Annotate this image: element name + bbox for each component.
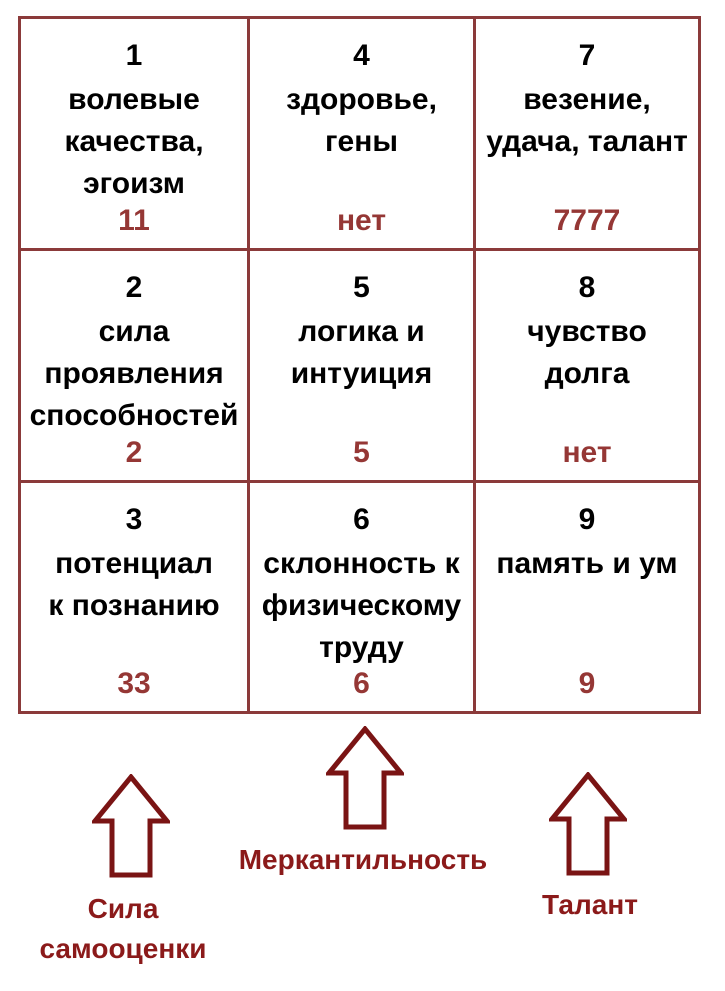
cell-label: сила проявления способностей [29, 315, 239, 432]
caption-self-esteem: Сила самооценки [39, 893, 207, 964]
cell-value: 2 [125, 436, 143, 469]
up-arrow-icon [92, 774, 170, 878]
up-arrow-icon [549, 772, 627, 876]
cell-value: 11 [118, 204, 150, 237]
cell-value: 6 [353, 667, 370, 700]
cell-5 [250, 251, 476, 483]
cell-number: 9 [578, 503, 596, 536]
cell-2 [21, 251, 250, 483]
cell-value: 7777 [553, 204, 621, 237]
cell-value: 5 [353, 436, 370, 469]
cell-number: 6 [353, 503, 370, 536]
cell-label: волевые качества, эгоизм [64, 83, 204, 200]
cell-9 [476, 483, 698, 711]
up-arrow-icon [326, 726, 404, 830]
psychomatrix-grid [18, 16, 701, 714]
cell-number: 4 [353, 39, 370, 72]
cell-number: 8 [578, 271, 596, 304]
cell-value: нет [336, 204, 387, 237]
cell-1 [21, 19, 250, 251]
caption-talent: Талант [542, 889, 638, 920]
cell-number: 3 [125, 503, 143, 536]
cell-label: здоровье, гены [286, 83, 437, 158]
caption-mercantility: Меркантильность [238, 844, 488, 875]
cell-label: логика и интуиция [290, 315, 433, 390]
cell-number: 5 [353, 271, 370, 304]
cell-number: 1 [125, 39, 143, 72]
cell-4 [250, 19, 476, 251]
cell-label: память и ум [496, 547, 678, 580]
cell-label: везение, удача, талант [486, 83, 688, 158]
cell-number: 7 [578, 39, 596, 72]
cell-value: нет [562, 436, 612, 469]
cell-label: потенциал к познанию [48, 547, 220, 622]
cell-value: 9 [578, 667, 596, 700]
cell-3 [21, 483, 250, 711]
cell-label: склонность к физическому труду [261, 547, 462, 664]
cell-label: чувство долга [527, 315, 647, 390]
cell-number: 2 [125, 271, 143, 304]
cell-value: 33 [117, 667, 151, 700]
cell-8 [476, 251, 698, 483]
cell-6 [250, 483, 476, 711]
cell-7 [476, 19, 698, 251]
